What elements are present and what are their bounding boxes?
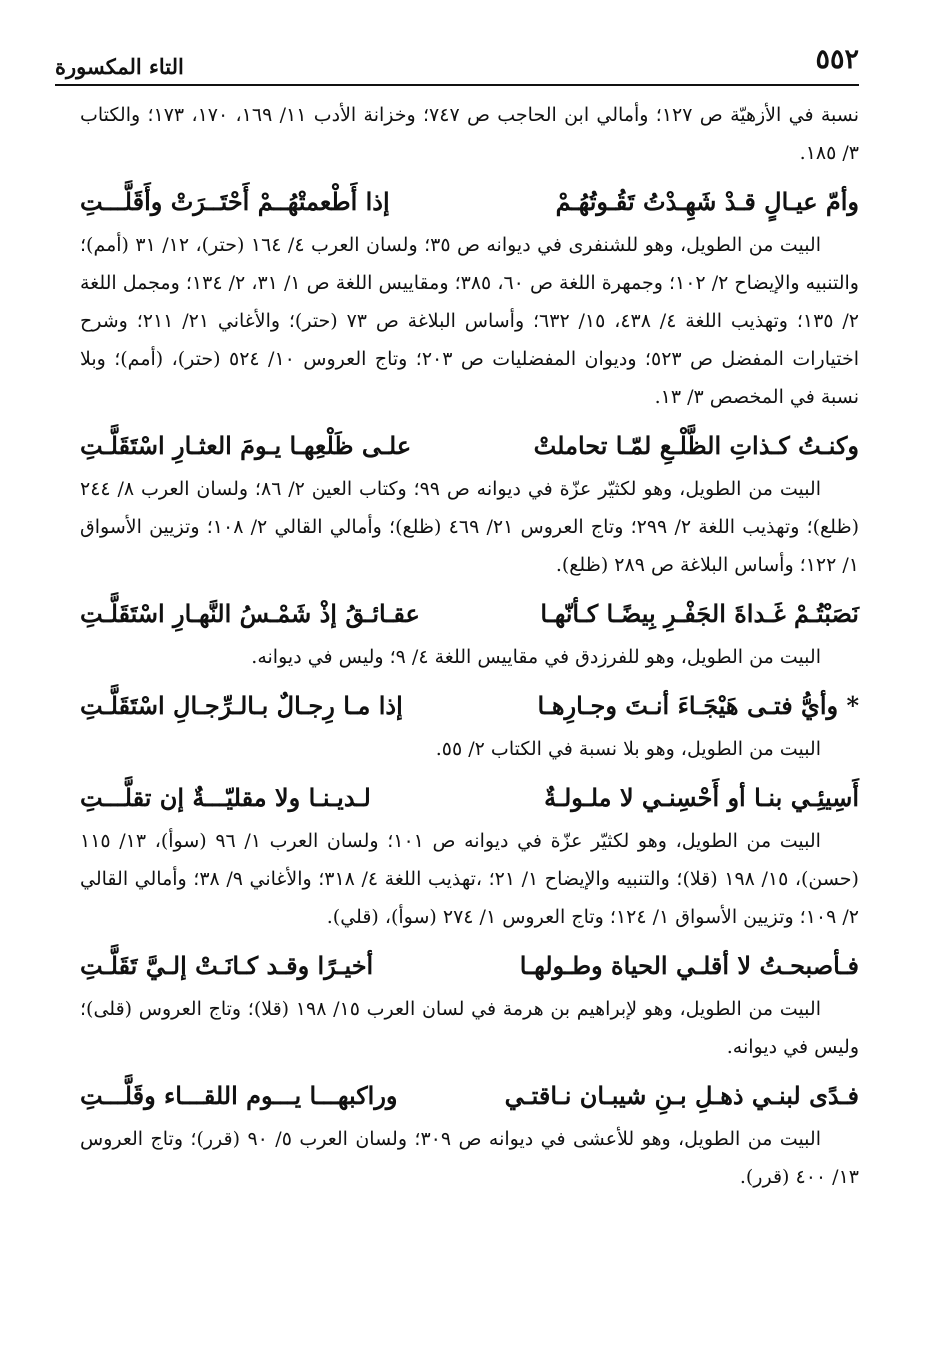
verse-note: البيت من الطويل، وهو لكثيّر عزّة في ديوانه ص ٩٩؛ وكتاب العين ٢/ ٨٦؛ ولسان العرب ٨/ ٢٤٤ (ظلع)؛ وتهذيب اللغة ٢/ ٢٩٩؛ وتاج العروس ٢١/ ٤٦٩ (ظلع)؛ وأمالي القالي ٢/ ١٠٨؛ وتزيين الأسواق ١/ ١٢٢؛ وأساس البلاغة ص ٢٨٩ (ظلع). xyxy=(80,478,859,576)
top-note: نسبة في الأزهيّة ص ١٢٧؛ وأمالي ابن الحاجب ص ٧٤٧؛ وخزانة الأدب ١١/ ١٦٩، ١٧٠، ١٧٣؛ والكتاب ٣/ ١٨٥. xyxy=(80,104,860,164)
verse-second-hemistich: لـديـنـا ولا مقليّـــةٌ إن تقلَّـــتِ xyxy=(80,783,371,812)
verse-note: البيت من الطويل، وهو بلا نسبة في الكتاب ٢/ ٥٥. xyxy=(435,738,821,760)
entry xyxy=(80,180,859,416)
entry xyxy=(80,944,859,1066)
verse-note: البيت من الطويل، وهو للفرزدق في مقاييس اللغة ٤/ ٩؛ وليس في ديوانه. xyxy=(251,646,821,668)
verse-first-hemistich: وأمّ عيـالٍ قـدْ شَهِـدْتُ تَقُـوتُهُـمْ xyxy=(555,187,859,216)
page-content xyxy=(80,96,859,1204)
verse-line xyxy=(80,180,859,224)
verse-first-hemistich: فـأصبحـتُ لا أقلـي الحياة وطـولهـا xyxy=(519,951,859,980)
entry xyxy=(80,684,859,768)
entry xyxy=(80,776,859,936)
verse-second-hemistich: وراكبهـــا يـــوم اللقـــاء وقَلَّـــتِ xyxy=(80,1081,398,1110)
entry xyxy=(80,424,859,584)
verse-second-hemistich: عقـائـقُ إذْ شَمْـسُ النَّهـارِ اسْتَقَلَّـتِ xyxy=(80,599,420,628)
verse-note: البيت من الطويل، وهو للأعشى في ديوانه ص ٣٠٩؛ ولسان العرب ٥/ ٩٠ (قرر)؛ وتاج العروس ١٣/ ٤٠٠ (قرر). xyxy=(80,1128,859,1188)
verse-first-hemistich: * وأيُّ فتـى هَيْجَـاءَ أنـتَ وجـارِهـا xyxy=(537,691,859,720)
verse-first-hemistich: وكنـتُ كـذاتِ الظَّلْـعِ لمّـا تحاملتْ xyxy=(533,431,859,460)
verse-second-hemistich: إذا مـا رِجـالٌ بـالـرِّجـالِ اسْتَقَلَّـتِ xyxy=(80,691,403,720)
verse-line xyxy=(80,1074,859,1118)
verse-second-hemistich: أخيـرًا وقـد كـانَـتْ إلـيَّ تَقَلَّـتِ xyxy=(80,951,374,980)
verse-line xyxy=(80,944,859,988)
verse-first-hemistich: فـدًى لبنـي ذهـلِ بـنِ شيبـان نـاقتـي xyxy=(504,1081,859,1110)
verse-note: البيت من الطويل، وهو لكثيّر عزّة في ديوانه ص ١٠١؛ ولسان العرب ١/ ٩٦ (سوأ)، ١٣/ ١١٥ (حسن)، ١٥/ ١٩٨ (قلا)؛ والتنبيه والإيضاح ١/ ٢١؛ ،تهذيب اللغة ٤/ ٣١٨؛ والأغاني ٩/ ٣٨؛ وأمالي القالي ٢/ ١٠٩؛ وتزيين الأسواق ١/ ١٢٤؛ وتاج العروس ١/ ٢٧٤ (سوأ)، (قلي). xyxy=(80,830,859,928)
verse-line xyxy=(80,684,859,728)
entry xyxy=(80,592,859,676)
verse-first-hemistich: نَصَبْتُـمْ غَـداةَ الجَفْـرِ بِيضًـا كـأنّهـا xyxy=(540,599,859,628)
verse-note: البيت من الطويل، وهو للشنفرى في ديوانه ص ٣٥؛ ولسان العرب ٤/ ١٦٤ (حتر)، ١٢/ ٣١ (أمم)؛ والتنبيه والإيضاح ٢/ ١٠٢؛ وجمهرة اللغة ص ٦٠، ٣٨٥؛ ومقاييس اللغة ص ١/ ٣١، ٢/ ١٣٤؛ ومجمل اللغة ٢/ ١٣٥؛ وتهذيب اللغة ٤/ ٤٣٨، ١٥/ ٦٣٢؛ وأساس البلاغة ص ٧٣ (حتر)؛ والأغاني ٢١/ ٢١١؛ وشرح اختيارات المفضل ص ٥٢٣؛ وديوان المفضليات ص ٢٠٣؛ وتاج العروس ١٠/ ٥٢٤ (حتر)، (أمم)؛ وبلا نسبة في المخصص ٣/ ١٣. xyxy=(80,234,860,408)
running-title: التاء المكسورة xyxy=(55,54,194,79)
verse-second-hemistich: إذا أَطْعمتْهُــمْ أَحْتَــرَتْ وأَقَلَّـــتِ xyxy=(80,187,390,216)
page-number: ٥٥٢ xyxy=(803,44,859,75)
verse-note: البيت من الطويل، وهو لإبراهيم بن هرمة في لسان العرب ١٥/ ١٩٨ (قلا)؛ وتاج العروس (قلى)؛ وليس في ديوانه. xyxy=(80,998,859,1058)
verse-line xyxy=(80,424,859,468)
verse-line xyxy=(80,592,859,636)
verse-first-hemistich: أَسِيئِـي بنـا أو أَحْسِنـي لا ملـولـةٌ xyxy=(544,783,859,812)
verse-line xyxy=(80,776,859,820)
page-header xyxy=(55,44,859,86)
entry xyxy=(80,1074,859,1196)
verse-second-hemistich: علـى ظَلْعِهـا يـومَ العثـارِ اسْتَقَلَّـتِ xyxy=(80,431,412,460)
